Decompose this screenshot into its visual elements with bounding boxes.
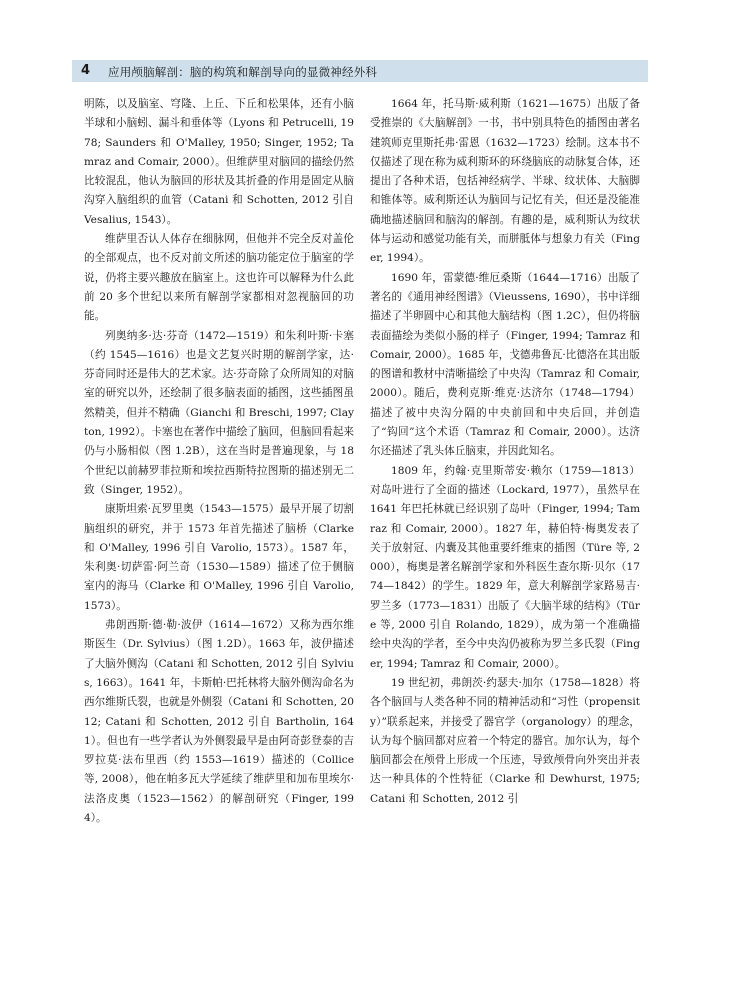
paragraph: 1809 年，约翰·克里斯蒂安·赖尔（1759—1813）对岛叶进行了全面的描述（Lockard, 1977），虽然早在 1641 年巴托林就已经识别了岛叶（Finger, 1994; Tamraz 和 Comair, 2000）。1827 年，赫伯特·梅奥发表了关于放射冠、内囊及其他重要纤维束的插图（Türe 等, 2000），梅奥是著名解剖学家和外科医生查尔斯·贝尔（1774—1842）的学生。1829 年，意大利解剖学家路易吉·罗兰多（1773—1831）出版了《大脑半球的结构》（Türe 等, 2000 引自 Rolando, 1829），成为第一个准确描绘中央沟的学者，至今中央沟仍被称为罗兰多氏裂（Finger, 1994; Tamraz 和 Comair, 2000）。 xyxy=(370,464,640,670)
paragraph: 1690 年，雷蒙德·维厄桑斯（1644—1716）出版了著名的《通用神经图谱》（Vieussens, 1690），书中详细描述了半卵圆中心和其他大脑结构（图 1.2C），但仍将脑表面描绘为类似小肠的样子（Finger, 1994; Tamraz 和 Comair, 2000）。1685 年，戈德弗鲁瓦·比德洛在其出版的图谱和教材中清晰描绘了中央沟（Tamraz 和 Comair, 2000）。随后，费利克斯·维克·达济尔（1748—1794）描述了被中央沟分隔的中央前回和中央后回，并创造了“钩回”这个术语（Tamraz 和 Comair, 2000）。达济尔还描述了乳头体丘脑束，并因此知名。 xyxy=(370,271,640,458)
page-number: 4 xyxy=(81,63,91,78)
paragraph: 维萨里否认人体存在细脉网，但他并不完全反对盖伦的全部观点，也不反对前文所述的脑功能定位于脑室的学说，仍将主要兴趣放在脑室上。这也许可以解释为什么此前 20 多个世纪以来所有解剖学家都相对忽视脑回的功能。 xyxy=(84,233,354,323)
paragraph: 弗朗西斯·德·勒·波伊（1614—1672）又称为西尔维斯医生（Dr. Sylvius）（图 1.2D）。1663 年，波伊描述了大脑外侧沟（Catani 和 Schotten, 2012 引自 Sylvius, 1663）。1641 年，卡斯帕·巴托林将大脑外侧沟命名为西尔维斯氏裂，也就是外侧裂（Catani 和 Schotten, 2012; Catani 和 Schotten, 2012 引自 Bartholin, 1641）。但也有一些学者认为外侧裂最早是由阿奇彭登泰的吉罗拉莫·法布里西（约 1553—1619）描述的（Collice 等, 2008），他在帕多瓦大学延续了维萨里和加布里埃尔·法洛皮奥（1523—1562）的解剖研究（Finger, 1994）。 xyxy=(84,619,354,824)
paragraph: 19 世纪初，弗朗茨·约瑟夫·加尔（1758—1828）将各个脑回与人类各种不同的精神活动和“习性（propensity）”联系起来，并接受了器官学（organology）的理念，认为每个脑回都对应着一个特定的器官。加尔认为，每个脑回都会在颅骨上形成一个压迹，导致颅骨向外突出并表达一种具体的个性特征（Clarke 和 Dewhurst, 1975; Catani 和 Schotten, 2012 引 xyxy=(370,676,640,805)
left-column xyxy=(84,95,354,828)
paragraph: 1664 年，托马斯·威利斯（1621—1675）出版了备受推崇的《大脑解剖》一书，书中别具特色的插图由著名建筑师克里斯托弗·雷恩（1632—1723）绘制。这本书不仅描述了现在称为威利斯环的环绕脑底的动脉复合体，还提出了各种术语，包括神经病学、半球、纹状体、大脑脚和锥体等。威利斯还认为脑回与记忆有关，但还是没能准确地描述脑回和脑沟的解剖。有趣的是，威利斯认为纹状体与运动和感觉功能有关，而胼胝体与想象力有关（Finger, 1994）。 xyxy=(370,98,640,265)
paragraph: 列奥纳多·达·芬奇（1472—1519）和朱利叶斯·卡塞（约 1545—1616）也是文艺复兴时期的解剖学家，达·芬奇同时还是伟大的艺术家。达·芬奇除了众所周知的对脑室的研究以外，还绘制了很多脑表面的插图，这些插图虽然精美，但并不精确（Gianchi 和 Breschi, 1997; Clayton, 1992）。卡塞也在著作中描绘了脑回，但脑回看起来仍与小肠相似（图 1.2B），这在当时是普遍现象，与 18 个世纪以前赫罗菲拉斯和埃拉西斯特拉图斯的描述别无二致（Singer, 1952）。 xyxy=(84,329,354,496)
running-header xyxy=(72,60,648,82)
paragraph: 明陈，以及脑室、穹隆、上丘、下丘和松果体，还有小脑半球和小脑蚓、漏斗和垂体等（Lyons 和 Petrucelli, 1978; Saunders 和 O'Malley, 1950; Singer, 1952; Tamraz and Comair, 2000）。但维萨里对脑回的描绘仍然比较混乱，他认为脑回的形状及其折叠的作用是固定从脑沟穿入脑组织的血管（Catani 和 Schotten, 2012 引自 Vesalius, 1543）。 xyxy=(84,98,354,226)
running-title: 应用颅脑解剖：脑的构筑和解剖导向的显微神经外科 xyxy=(108,65,378,79)
right-column xyxy=(370,95,640,809)
paragraph: 康斯坦索·瓦罗里奥（1543—1575）最早开展了切割脑组织的研究，并于 1573 年首先描述了脑桥（Clarke 和 O'Malley, 1996 引自 Varolio, 1573）。1587 年，朱利奥·切萨雷·阿兰奇（1530—1589）描述了位于侧脑室内的海马（Clarke 和 O'Malley, 1996 引自 Varolio, 1573）。 xyxy=(84,503,354,612)
